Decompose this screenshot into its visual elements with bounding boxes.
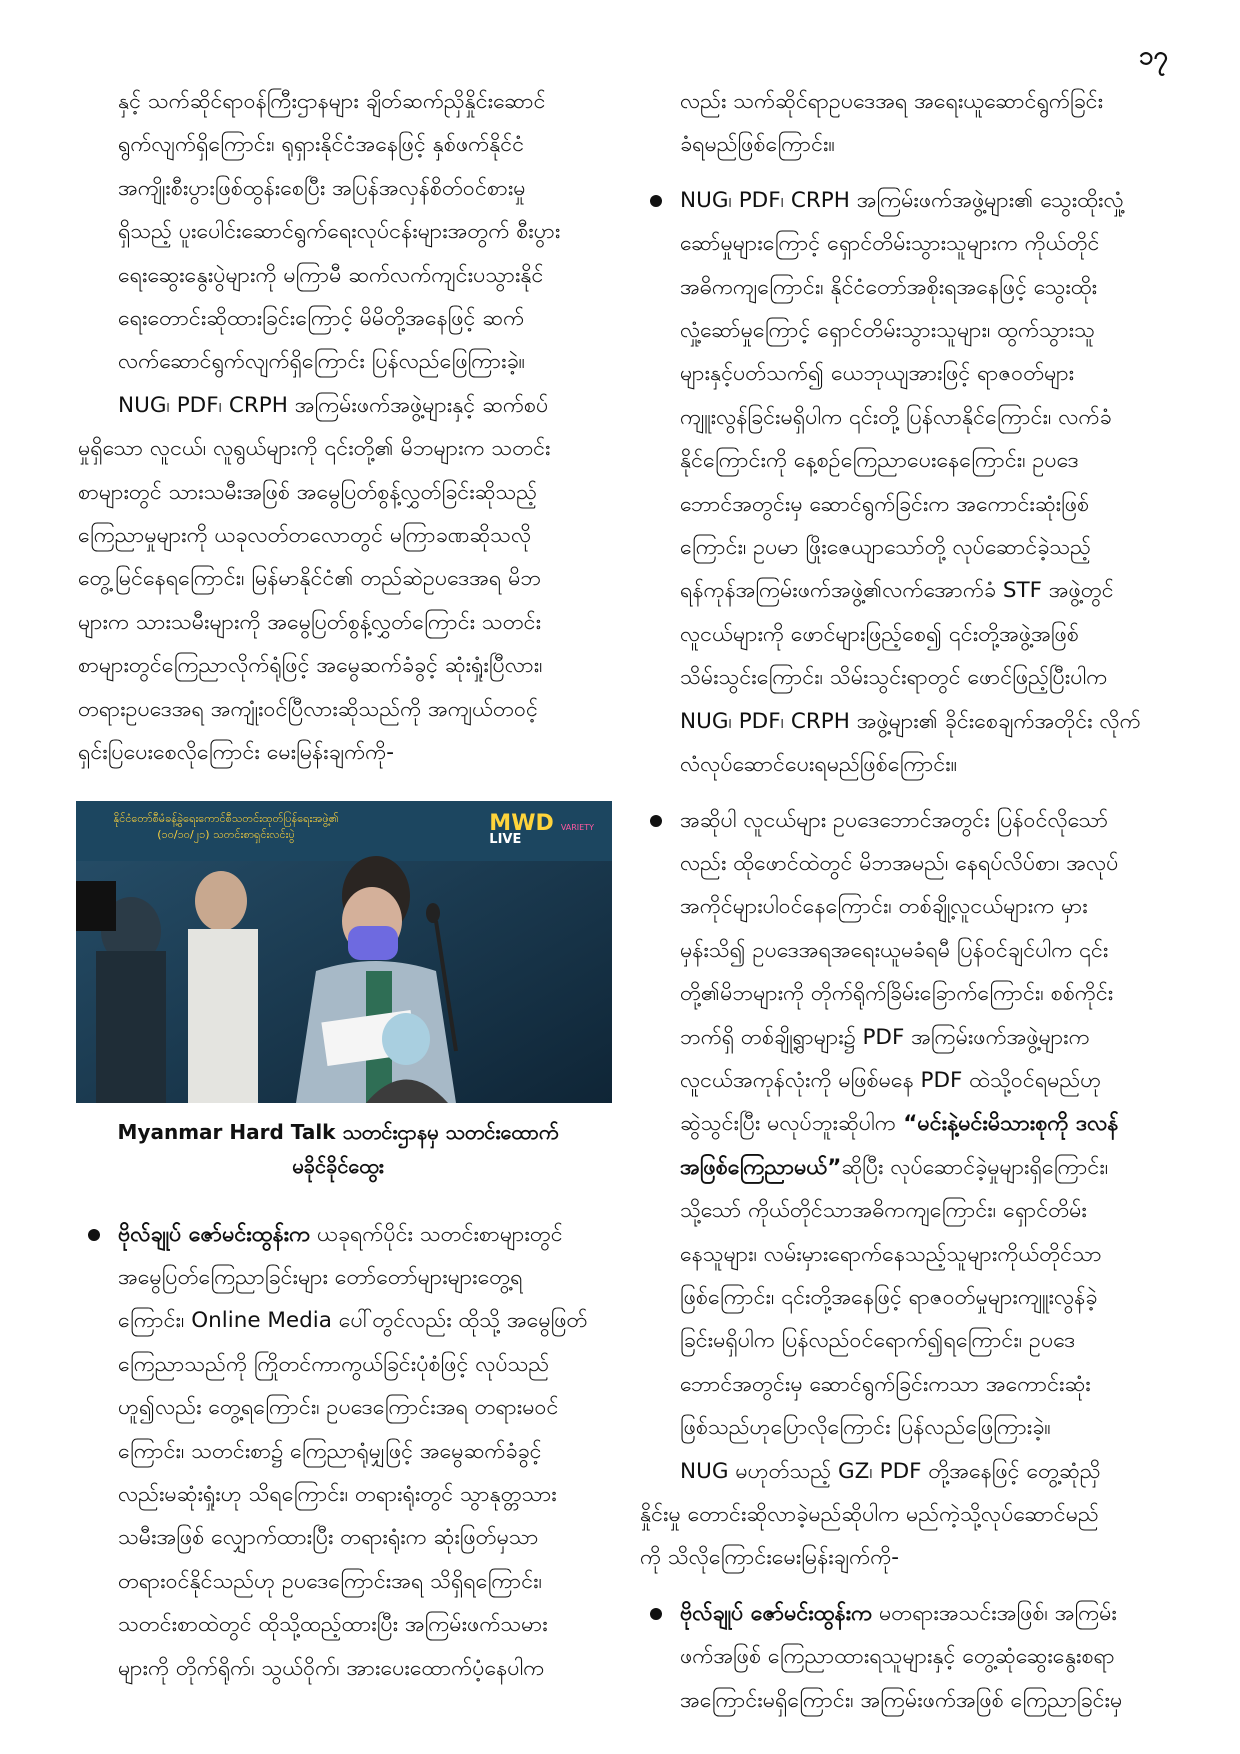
paragraph-text	[118, 80, 598, 384]
photo-caption	[78, 1115, 598, 1183]
text-line: များနှင့်ပတ်သက်၍ ယေဘုယျအားဖြင့် ရာဇဝတ်များ	[680, 361, 1075, 387]
paragraph-continued	[640, 80, 1160, 167]
channel-logo	[489, 811, 594, 847]
text-line: သိမ်းသွင်းကြောင်း၊ သိမ်းသွင်းရာတွင် ဖောင်ဖြည့်ပြီးပါက	[680, 665, 1108, 691]
page-number: ၁၇	[1138, 41, 1168, 71]
photo-caption-line2: မခိုင်ခိုင်ထွေး	[292, 1153, 384, 1178]
text-line: လည်း သက်ဆိုင်ရာဥပဒေအရ အရေးယူဆောင်ရွက်ခြင်း	[680, 89, 1104, 114]
text-line: NUG မဟုတ်သည့် GZ၊ PDF တို့အနေဖြင့် တွေ့ဆုံညှိ	[680, 1458, 1101, 1484]
text-line: ဆော်မှုများကြောင့် ရှောင်တိမ်းသွားသူများက ကိုယ်တိုင်	[680, 231, 1100, 257]
text-line: ကျူးလွန်ခြင်းမရှိပါက ၎င်းတို့ ပြန်လာနိုင်ကြောင်း၊ လက်ခံ	[680, 404, 1112, 430]
text-line: များကို တိုက်ရိုက်၊ သွယ်ဝိုက်၊ အားပေးထောက်ပံ့နေပါက	[118, 1655, 545, 1681]
photo-banner-title: နိုင်ငံတော်စီမံခန့်ခွဲရေးကောင်စီသတင်းထုတ်ပြန်ရေးအဖွဲ့၏	[113, 811, 339, 825]
press-conference-photo	[76, 801, 612, 1103]
text-line: လံလုပ်ဆောင်ပေးရမည်ဖြစ်ကြောင်း။	[680, 752, 958, 778]
text-line: လှုံ့ဆော်မှုကြောင့် ရှောင်တိမ်းသွားသူများ၊ ထွက်သွားသူ	[680, 318, 1095, 344]
text-line: NUG၊ PDF၊ CRPH အဖွဲ့များ၏ ခိုင်းစေချက်အတိုင်း လိုက်	[680, 708, 1141, 734]
text-line: အကျိုးစီးပွားဖြစ်ထွန်းစေပြီး အပြန်အလှန်စိတ်ဝင်စားမှု	[118, 175, 526, 201]
text-line: ရန်ကုန်အကြမ်းဖက်အဖွဲ့၏လက်အောက်ခံ STF အဖွဲ့တွင်	[680, 578, 1114, 604]
text-line: ကို သိလိုကြောင်းမေးမြန်းချက်ကို-	[640, 1545, 900, 1571]
text-line: နိုင်ကြောင်းကို နေ့စဉ်ကြေညာပေးနေကြောင်း၊ ဥပဒေ	[680, 448, 1079, 474]
bullet-answer-3	[640, 799, 1160, 1450]
speaker-name: ဗိုလ်ချုပ် ဇော်မင်းထွန်းက	[680, 1600, 873, 1626]
text-line: နှင့် သက်ဆိုင်ရာဝန်ကြီးဌာနများ ချိတ်ဆက်ညှိနှိုင်းဆောင်	[118, 89, 546, 114]
text-line: နေသူများ၊ လမ်းမှားရောက်နေသည့်သူများကိုယ်တိုင်သာ	[680, 1241, 1102, 1267]
bullet-dot-icon	[650, 195, 662, 207]
bullet-dot-icon	[650, 815, 662, 827]
text-line: လူငယ်အကုန်လုံးကို မဖြစ်မနေ PDF ထဲသို့ဝင်ရမည်ဟု	[680, 1067, 1102, 1093]
paragraph-text	[680, 799, 1160, 1450]
text-line: စာများတွင်ကြေညာလိုက်ရုံဖြင့် အမွေဆက်ခံခွင့် ဆုံးရှုံးပြီလား၊	[78, 653, 543, 679]
text-line: ခြင်းမရှိပါက ပြန်လည်ဝင်ရောက်၍ရကြောင်း၊ ဥပဒေ	[680, 1328, 1076, 1354]
text-line: ကြေညာမှုများကို ယခုလတ်တလောတွင် မကြာခဏဆိုသလို	[78, 523, 532, 549]
text-line: ဘက်ရှိ တစ်ချို့ရွာများ၌ PDF အကြမ်းဖက်အဖွဲ့များက	[680, 1024, 1090, 1050]
paragraph-text	[640, 1450, 1160, 1580]
text-line: ဖက်အဖြစ် ကြေညာထားရသူများနှင့် တွေ့ဆုံဆွေးနွေးစရာ	[680, 1644, 1115, 1670]
text-line: သတင်းစာထဲတွင် ထိုသို့ထည့်ထားပြီး အကြမ်းဖက်သမား	[118, 1612, 548, 1638]
inline-text: ယခုရက်ပိုင်း သတင်းစာများတွင်	[310, 1221, 563, 1247]
text-line: တရားဥပဒေအရ အကျုံးဝင်ပြီလားဆိုသည်ကို အကျယ်တဝင့်	[78, 696, 538, 722]
speaker-name: ဗိုလ်ချုပ် ဇော်မင်းထွန်းက	[118, 1221, 311, 1247]
text-line: သို့သော် ကိုယ်တိုင်သာအဓိကကျကြောင်း၊ ရှောင်တိမ်း	[680, 1198, 1087, 1224]
text-line: အကြောင်းမရှိကြောင်း၊ အကြမ်းဖက်အဖြစ် ကြေညာခြင်းမှ	[680, 1687, 1123, 1713]
channel-logo-text: MWD	[489, 810, 554, 836]
paragraph-text	[118, 1213, 598, 1690]
paragraph-text	[78, 384, 598, 775]
right-column	[640, 80, 1160, 1722]
text-line: လူငယ်များကို ဖောင်များဖြည့်စေ၍ ၎င်းတို့အဖွဲ့အဖြစ်	[680, 621, 1079, 647]
text-line: NUG၊ PDF၊ CRPH အကြမ်းဖက်အဖွဲ့များ၏ သွေးထိုးလှုံ့	[680, 187, 1124, 213]
text-line: အဓိကကျကြောင်း၊ နိုင်ငံတော်အစိုးရအနေဖြင့် သွေးထိုး	[680, 274, 1098, 300]
bullet-answer-1	[78, 1213, 598, 1690]
text-line: သမီးအဖြစ် လျှောက်ထားပြီး တရားရုံးက ဆုံးဖြတ်မှသာ	[118, 1525, 539, 1551]
paragraph-question	[78, 384, 598, 775]
inline-text: မတရားအသင်းအဖြစ်၊ အကြမ်း	[872, 1600, 1117, 1626]
text-line: တွေ့မြင်နေရကြောင်း၊ မြန်မာနိုင်ငံ၏ တည်ဆဲဥပဒေအရ မိဘ	[78, 566, 542, 592]
channel-logo-sub: VARIETY	[560, 822, 594, 832]
text-line: ကြောင်း၊ Online Media ပေါ်တွင်လည်း ထိုသို့ အမွေဖြတ်	[118, 1308, 588, 1334]
text-line: ကြောင်း၊ သတင်းစာ၌ ကြေညာရုံမျှဖြင့် အမွေဆက်ခံခွင့်	[118, 1438, 542, 1464]
photo-banner-subtitle: (၁၀/၁၀/၂၁) သတင်းစာရှင်းလင်းပွဲ	[157, 827, 295, 841]
paragraph-text	[680, 80, 1160, 167]
text-line: ရှိသည့် ပူးပေါင်းဆောင်ရွက်ရေးလုပ်ငန်းများအတွက် စီးပွား	[118, 219, 561, 245]
text-line: ဖြစ်ကြောင်း၊ ၎င်းတို့အနေဖြင့် ရာဇဝတ်မှုများကျူးလွန်ခဲ့	[680, 1284, 1098, 1310]
text-line: ဘောင်အတွင်းမှ ဆောင်ရွက်ခြင်းကသာ အကောင်းဆုံး	[680, 1371, 1091, 1397]
text-line: တို့၏မိဘများကို တိုက်ရိုက်ခြိမ်းခြောက်ကြောင်း၊ စစ်ကိုင်း	[680, 981, 1114, 1007]
bullet-answer-2	[640, 179, 1160, 787]
text-line: မှုရှိသော လူငယ်၊ လူရွယ်များကို ၎င်းတို့၏ မိဘများက သတင်း	[78, 436, 551, 462]
text-line: ဘောင်အတွင်းမှ ဆောင်ရွက်ခြင်းက အကောင်းဆုံးဖြစ်	[680, 491, 1090, 517]
text-line: လည်း ထိုဖောင်ထဲတွင် မိဘအမည်၊ နေရပ်လိပ်စာ၊ အလုပ်	[680, 850, 1119, 876]
photo-caption-line1: Myanmar Hard Talk သတင်းဌာနမှ သတင်းထောက်	[117, 1119, 559, 1144]
paragraph-question	[640, 1450, 1160, 1580]
text-line: ဆွဲသွင်းပြီး မလုပ်ဘူးဆိုပါက	[680, 1111, 896, 1137]
text-line: ရှင်းပြပေးစေလိုကြောင်း မေးမြန်းချက်ကို-	[78, 740, 394, 766]
paragraph-continued	[78, 80, 598, 384]
text-line: ကြေညာသည်ကို ကြိုတင်ကာကွယ်ခြင်းပုံစံဖြင့် လုပ်သည်	[118, 1351, 550, 1377]
text-line: ရွက်လျက်ရှိကြောင်း၊ ရုရှားနိုင်ငံအနေဖြင့် နှစ်ဖက်နိုင်ငံ	[118, 132, 525, 158]
inline-text: ဆိုပြီး လုပ်ဆောင်ခဲ့မှုများရှိကြောင်း၊	[841, 1154, 1109, 1180]
text-line: အဆိုပါ လူငယ်များ ဥပဒေဘောင်အတွင်း ပြန်ဝင်လိုသော်	[680, 807, 1109, 833]
text-line: လက်ဆောင်ရွက်လျက်ရှိကြောင်း ပြန်လည်ဖြေကြားခဲ့။	[118, 349, 526, 375]
text-line: အကိုင်များပါဝင်နေကြောင်း၊ တစ်ချို့လူငယ်များက မှား	[680, 894, 1088, 920]
paragraph-text	[680, 1592, 1160, 1722]
live-badge: LIVE	[489, 831, 522, 847]
text-line: တရားဝင်နိုင်သည်ဟု ဥပဒေကြောင်းအရ သိရှိရကြောင်း၊	[118, 1568, 543, 1594]
bullet-answer-4	[640, 1592, 1160, 1722]
paragraph-text	[680, 179, 1160, 787]
quote-text: အဖြစ်ကြေညာမယ်”	[680, 1154, 842, 1180]
text-line: ဖြစ်သည်ဟုပြောလိုကြောင်း ပြန်လည်ဖြေကြားခဲ့။	[680, 1415, 1051, 1441]
text-line: NUG၊ PDF၊ CRPH အကြမ်းဖက်အဖွဲ့များနှင့် ဆက်စပ်	[118, 392, 549, 418]
bullet-dot-icon	[88, 1229, 100, 1241]
bullet-dot-icon	[650, 1608, 662, 1620]
text-line: ကြောင်း၊ ဥပမာ ဖြိုးဇေယျာသော်တို့ လုပ်ဆောင်ခဲ့သည့်	[680, 535, 1091, 561]
text-line: ဟူ၍လည်း တွေ့ရကြောင်း၊ ဥပဒေကြောင်းအရ တရားမဝင်	[118, 1395, 559, 1421]
text-line: ခံရမည်ဖြစ်ကြောင်း။	[680, 132, 835, 158]
quote-text: “မင်းနဲ့မင်းမိသားစုကို ဒလန်	[895, 1111, 1119, 1137]
text-line: များက သားသမီးများကို အမွေပြတ်စွန့်လွှတ်ကြောင်း သတင်း	[78, 609, 542, 635]
text-line: အမွေပြတ်ကြေညာခြင်းများ တော်တော်များများတွေ့ရ	[118, 1264, 523, 1290]
text-line: ရေးဆွေးနွေးပွဲများကို မကြာမီ ဆက်လက်ကျင်းပသွားနိုင်	[118, 262, 544, 288]
text-line: နှိုင်းမှု တောင်းဆိုလာခဲ့မည်ဆိုပါက မည်ကဲ့သို့လုပ်ဆောင်မည်	[640, 1502, 1099, 1527]
text-line: စာများတွင် သားသမီးအဖြစ် အမွေပြတ်စွန့်လွှတ်ခြင်းဆိုသည့်	[78, 479, 538, 505]
text-line: မှန်းသိ၍ ဥပဒေအရအရေးယူမခံရမီ ပြန်ဝင်ချင်ပါက ၎င်း	[680, 937, 1109, 963]
text-line: လည်းမဆုံးရှုံးဟု သိရကြောင်း၊ တရားရုံးတွင် သွာနုတ္တသား	[118, 1481, 557, 1507]
text-line: ရေးတောင်းဆိုထားခြင်းကြောင့် မိမိတို့အနေဖြင့် ဆက်	[118, 306, 525, 332]
left-column	[78, 80, 598, 1690]
